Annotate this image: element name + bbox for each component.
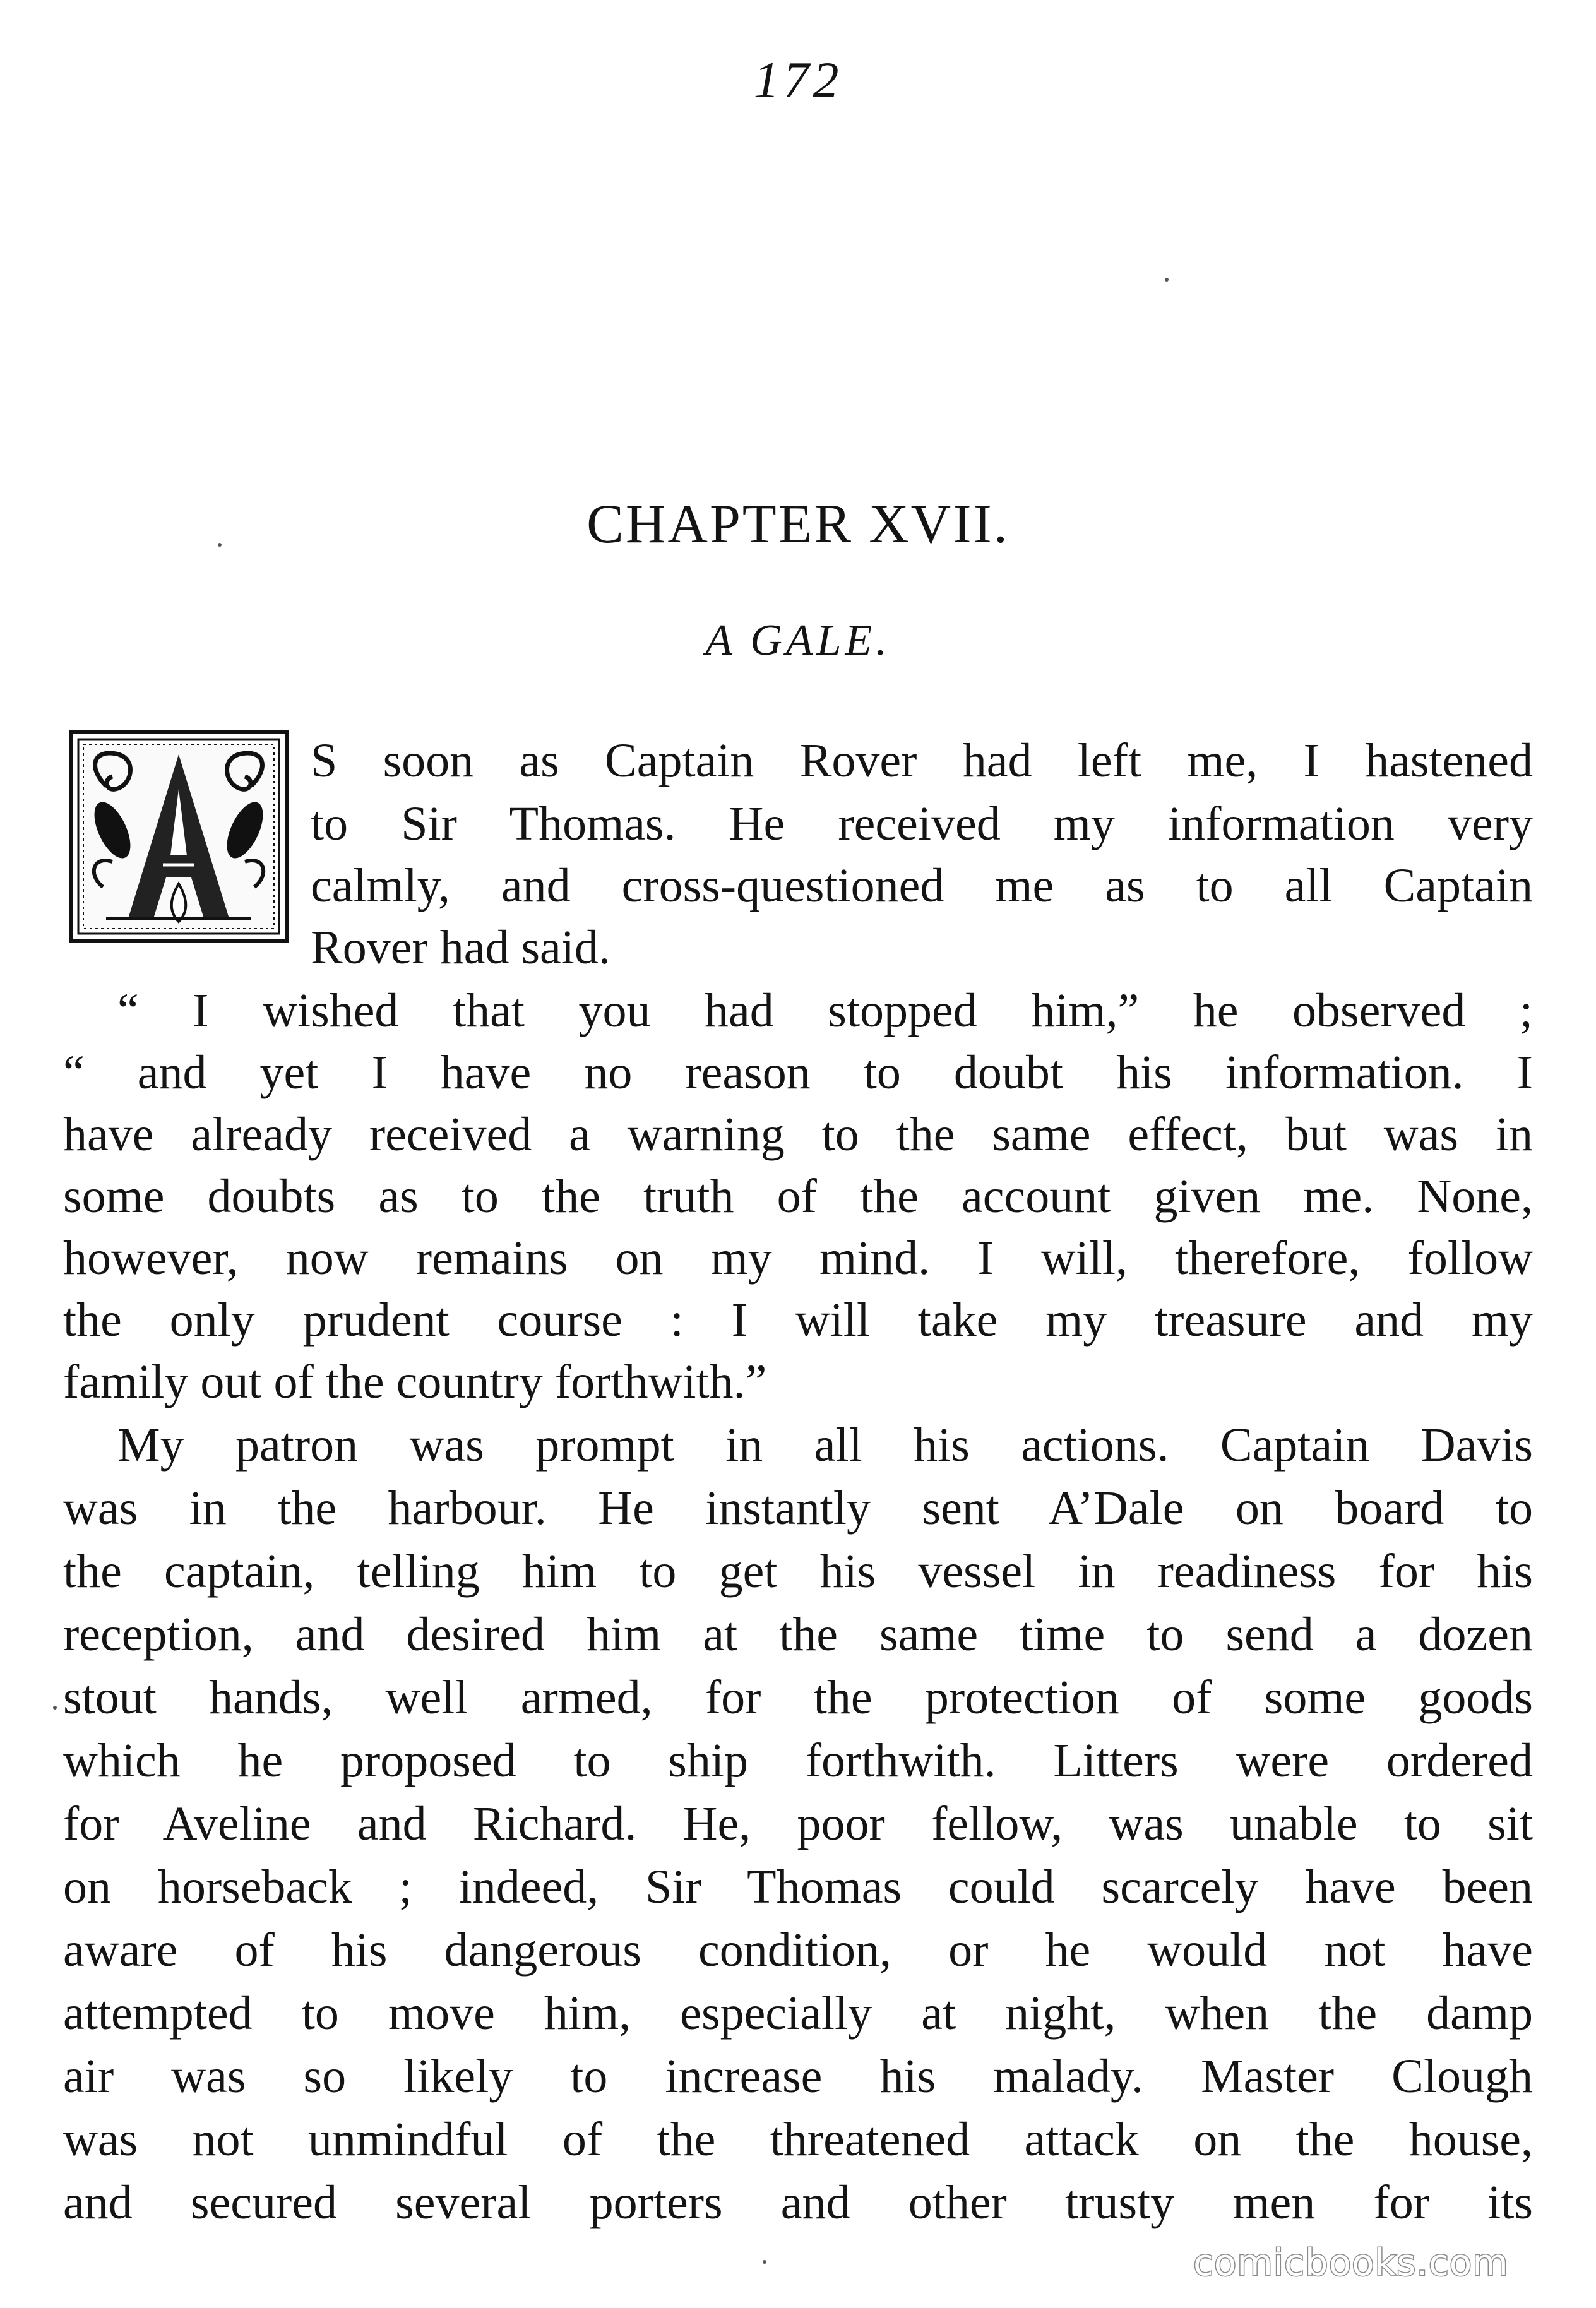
print-speck <box>53 1706 57 1710</box>
text-line: Rover had said. <box>311 921 610 974</box>
text-line: stout hands, well armed, for the protection of some goods <box>63 1671 1533 1724</box>
text-line: and secured several porters and other trusty men for its <box>63 2176 1533 2229</box>
text-line: “ and yet I have no reason to doubt his information. I <box>63 1046 1533 1099</box>
text-line: calmly, and cross-questioned me as to all Captain <box>311 859 1533 912</box>
text-line: for Aveline and Richard. He, poor fellow, was unable to sit <box>63 1797 1533 1850</box>
text-line: was in the harbour. He instantly sent A’Dale on board to <box>63 1482 1533 1535</box>
print-speck <box>763 2260 766 2264</box>
text-line: have already received a warning to the same effect, but was in <box>63 1108 1533 1161</box>
text-line: some doubts as to the truth of the account given me. None, <box>63 1170 1533 1223</box>
text-line: however, now remains on my mind. I will, therefore, follow <box>63 1232 1533 1285</box>
text-line: air was so likely to increase his malady. Master Clough <box>63 2050 1533 2103</box>
print-speck <box>218 543 222 547</box>
watermark: comicbooks.com <box>1193 2241 1509 2284</box>
text-line: reception, and desired him at the same time to send a dozen <box>63 1608 1533 1661</box>
text-line: the only prudent course : I will take my treasure and my <box>63 1294 1533 1347</box>
text-line: S soon as Captain Rover had left me, I hastened <box>311 734 1533 787</box>
text-line: to Sir Thomas. He received my information very <box>311 797 1533 850</box>
text-line: aware of his dangerous condition, or he would not have <box>63 1924 1533 1977</box>
text-line: on horseback ; indeed, Sir Thomas could scarcely have been <box>63 1860 1533 1913</box>
text-line: My patron was prompt in all his actions. Captain Davis <box>117 1419 1533 1472</box>
chapter-title: CHAPTER XVII. <box>587 494 1009 555</box>
text-line: which he proposed to ship forthwith. Litters were ordered <box>63 1734 1533 1787</box>
chapter-subtitle: A GALE. <box>705 616 891 665</box>
decorative-drop-cap <box>68 729 289 944</box>
page-number: 172 <box>753 51 843 109</box>
text-line: attempted to move him, especially at night, when the damp <box>63 1987 1533 2040</box>
text-line: “ I wished that you had stopped him,” he observed ; <box>117 984 1533 1037</box>
text-line: was not unmindful of the threatened attack on the house, <box>63 2113 1533 2166</box>
print-speck <box>1165 278 1169 282</box>
text-line: the captain, telling him to get his vessel in readiness for his <box>63 1545 1533 1598</box>
text-line: family out of the country forthwith.” <box>63 1355 767 1408</box>
